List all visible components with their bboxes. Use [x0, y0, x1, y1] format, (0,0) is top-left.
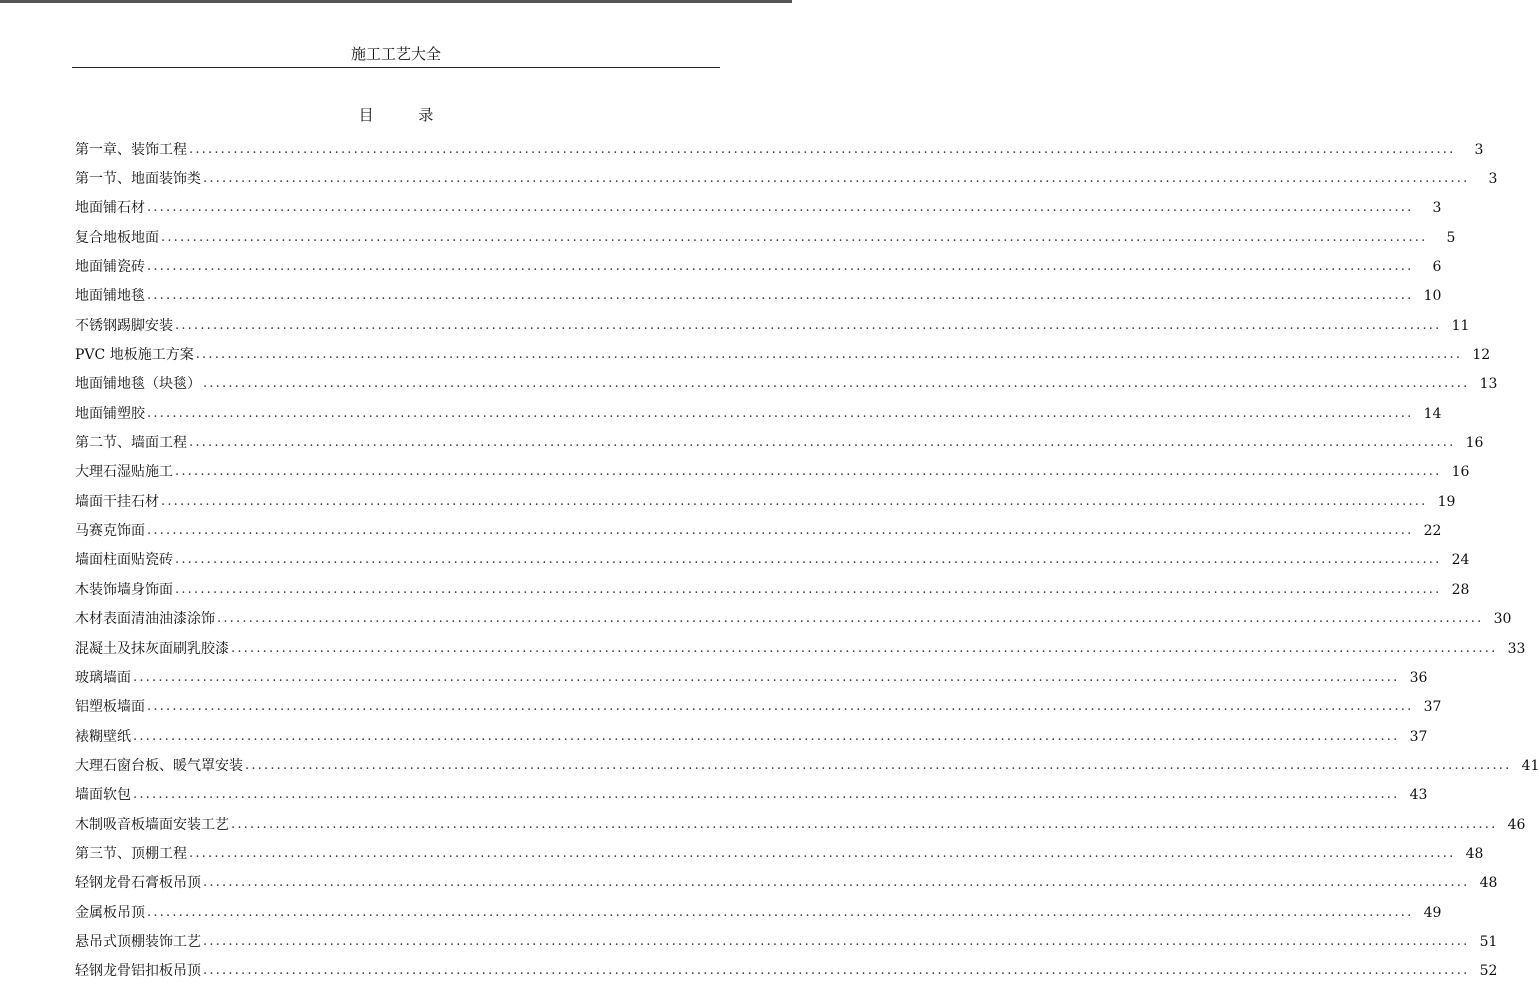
toc-entry-page: 24: [1451, 552, 1470, 569]
toc-entry[interactable]: [75, 898, 1442, 927]
toc-dot-leader: ........................................................................................................................................................................................................: [161, 493, 1428, 509]
toc-entry[interactable]: [75, 487, 1456, 516]
toc-entry-label: 悬吊式顶棚装饰工艺: [75, 933, 201, 950]
toc-entry[interactable]: [75, 839, 1484, 868]
top-border: [0, 0, 792, 3]
toc-entry-label: 地面铺地毯: [75, 288, 145, 305]
toc-entry[interactable]: [75, 311, 1470, 340]
toc-entry-label: 轻钢龙骨石膏板吊顶: [75, 875, 201, 892]
toc-entry[interactable]: [75, 634, 1526, 663]
toc-entry[interactable]: [75, 399, 1442, 428]
toc-entry[interactable]: [75, 575, 1470, 604]
toc-entry-label: 大理石湿贴施工: [75, 464, 173, 481]
toc-entry[interactable]: [75, 340, 1491, 369]
toc-entry-page: 36: [1409, 669, 1428, 686]
toc-entry[interactable]: [75, 693, 1442, 722]
toc-dot-leader: ........................................................................................................................................................................................................: [147, 904, 1414, 920]
toc-dot-leader: ........................................................................................................................................................................................................: [147, 523, 1414, 539]
toc-dot-leader: ........................................................................................................................................................................................................: [147, 259, 1414, 275]
toc-dot-leader: ........................................................................................................................................................................................................: [189, 435, 1456, 451]
toc-dot-leader: ........................................................................................................................................................................................................: [175, 552, 1442, 568]
toc-entry[interactable]: [75, 869, 1498, 898]
toc-dot-leader: ........................................................................................................................................................................................................: [175, 464, 1442, 480]
toc-entry[interactable]: [75, 722, 1428, 751]
toc-dot-leader: ........................................................................................................................................................................................................: [161, 229, 1428, 245]
toc-entry[interactable]: [75, 663, 1428, 692]
toc-entry-label: 第一节、地面装饰类: [75, 171, 201, 188]
toc-entry-label: 金属板吊顶: [75, 904, 145, 921]
toc-entry[interactable]: [75, 957, 1498, 986]
toc-dot-leader: ........................................................................................................................................................................................................: [203, 875, 1470, 891]
toc-entry-label: 地面铺瓷砖: [75, 259, 145, 276]
toc-entry[interactable]: [75, 370, 1498, 399]
toc-entry-label: 地面铺地毯（块毯）: [75, 376, 201, 393]
toc-entry-page: 16: [1465, 435, 1484, 452]
table-of-contents: [75, 135, 1539, 986]
toc-entry-page: 19: [1437, 493, 1456, 510]
toc-entry-label: 铝塑板墙面: [75, 699, 145, 716]
toc-entry[interactable]: [75, 252, 1442, 281]
toc-entry-label: 第二节、墙面工程: [75, 435, 187, 452]
toc-dot-leader: ........................................................................................................................................................................................................: [195, 347, 1463, 363]
toc-entry-page: 28: [1451, 581, 1470, 598]
toc-entry-label: 大理石窗台板、暖气罩安装: [75, 757, 243, 774]
toc-dot-leader: ........................................................................................................................................................................................................: [203, 933, 1470, 949]
toc-entry[interactable]: [75, 282, 1442, 311]
toc-entry-label: 地面铺塑胶: [75, 405, 145, 422]
toc-entry-page: 37: [1409, 728, 1428, 745]
page-header-title: 施工工艺大全: [350, 45, 441, 63]
toc-entry-label: 玻璃墙面: [75, 669, 131, 686]
toc-entry-label: 墙面柱面贴瓷砖: [75, 552, 173, 569]
toc-entry-page: 51: [1479, 933, 1498, 950]
toc-entry[interactable]: [75, 546, 1470, 575]
toc-dot-leader: ........................................................................................................................................................................................................: [245, 757, 1512, 773]
toc-entry-page: 11: [1451, 317, 1470, 334]
toc-entry[interactable]: [75, 164, 1498, 193]
toc-entry-page: 41: [1521, 757, 1539, 774]
toc-dot-leader: ........................................................................................................................................................................................................: [231, 816, 1498, 832]
toc-entry[interactable]: [75, 781, 1428, 810]
toc-entry-page: 22: [1423, 523, 1442, 540]
toc-entry-page: 3: [1432, 200, 1442, 217]
toc-entry-label: 裱糊壁纸: [75, 728, 131, 745]
toc-dot-leader: ........................................................................................................................................................................................................: [133, 728, 1400, 744]
toc-dot-leader: ........................................................................................................................................................................................................: [147, 288, 1414, 304]
toc-entry-label: 地面铺石材: [75, 200, 145, 217]
toc-entry-label: 木材表面清油油漆涂饰: [75, 611, 215, 628]
toc-dot-leader: ........................................................................................................................................................................................................: [175, 317, 1442, 333]
toc-entry-page: 3: [1488, 171, 1498, 188]
toc-entry[interactable]: [75, 428, 1484, 457]
toc-entry-page: 33: [1507, 640, 1526, 657]
toc-entry[interactable]: [75, 516, 1442, 545]
toc-entry-page: 14: [1423, 405, 1442, 422]
toc-entry-label: PVC 地板施工方案: [75, 347, 194, 364]
toc-entry-label: 墙面干挂石材: [75, 493, 159, 510]
toc-dot-leader: ........................................................................................................................................................................................................: [231, 640, 1498, 656]
toc-entry-page: 13: [1479, 376, 1498, 393]
toc-entry-page: 48: [1479, 875, 1498, 892]
toc-entry-page: 16: [1451, 464, 1470, 481]
toc-entry-label: 第三节、顶棚工程: [75, 845, 187, 862]
toc-entry-label: 第一章、装饰工程: [75, 141, 187, 158]
toc-entry-page: 43: [1409, 787, 1428, 804]
toc-entry-page: 49: [1423, 904, 1442, 921]
toc-dot-leader: ........................................................................................................................................................................................................: [189, 845, 1456, 861]
toc-title: 目 录: [358, 106, 434, 124]
toc-entry-label: 墙面软包: [75, 787, 131, 804]
toc-entry[interactable]: [75, 458, 1470, 487]
toc-entry-label: 木装饰墙身饰面: [75, 581, 173, 598]
toc-entry-page: 12: [1472, 347, 1491, 364]
toc-dot-leader: ........................................................................................................................................................................................................: [203, 171, 1470, 187]
toc-entry[interactable]: [75, 751, 1539, 780]
toc-entry-page: 6: [1432, 259, 1442, 276]
toc-entry-page: 52: [1479, 963, 1498, 980]
toc-entry-label: 不锈钢踢脚安装: [75, 317, 173, 334]
toc-entry[interactable]: [75, 927, 1498, 956]
toc-entry-label: 混凝土及抹灰面刷乳胶漆: [75, 640, 229, 657]
toc-entry-page: 30: [1493, 611, 1512, 628]
toc-entry-page: 3: [1474, 141, 1484, 158]
toc-entry-label: 木制吸音板墙面安装工艺: [75, 816, 229, 833]
toc-entry[interactable]: [75, 223, 1456, 252]
toc-dot-leader: ........................................................................................................................................................................................................: [147, 200, 1414, 216]
toc-entry[interactable]: [75, 135, 1484, 164]
toc-entry-label: 轻钢龙骨铝扣板吊顶: [75, 963, 201, 980]
toc-entry-page: 10: [1423, 288, 1442, 305]
toc-dot-leader: ........................................................................................................................................................................................................: [175, 581, 1442, 597]
toc-dot-leader: ........................................................................................................................................................................................................: [203, 963, 1470, 979]
toc-dot-leader: ........................................................................................................................................................................................................: [189, 141, 1456, 157]
toc-entry-label: 马赛克饰面: [75, 523, 145, 540]
toc-entry[interactable]: [75, 810, 1526, 839]
toc-dot-leader: ........................................................................................................................................................................................................: [147, 405, 1414, 421]
header-divider: [72, 67, 720, 68]
toc-dot-leader: ........................................................................................................................................................................................................: [133, 787, 1400, 803]
toc-dot-leader: ........................................................................................................................................................................................................: [147, 699, 1414, 715]
toc-entry-label: 复合地板地面: [75, 229, 159, 246]
toc-entry-page: 37: [1423, 699, 1442, 716]
toc-dot-leader: ........................................................................................................................................................................................................: [203, 376, 1470, 392]
toc-entry-page: 48: [1465, 845, 1484, 862]
toc-entry[interactable]: [75, 194, 1442, 223]
toc-dot-leader: ........................................................................................................................................................................................................: [217, 611, 1484, 627]
toc-entry[interactable]: [75, 605, 1512, 634]
toc-dot-leader: ........................................................................................................................................................................................................: [133, 669, 1400, 685]
toc-entry-page: 46: [1507, 816, 1526, 833]
toc-entry-page: 5: [1446, 229, 1456, 246]
